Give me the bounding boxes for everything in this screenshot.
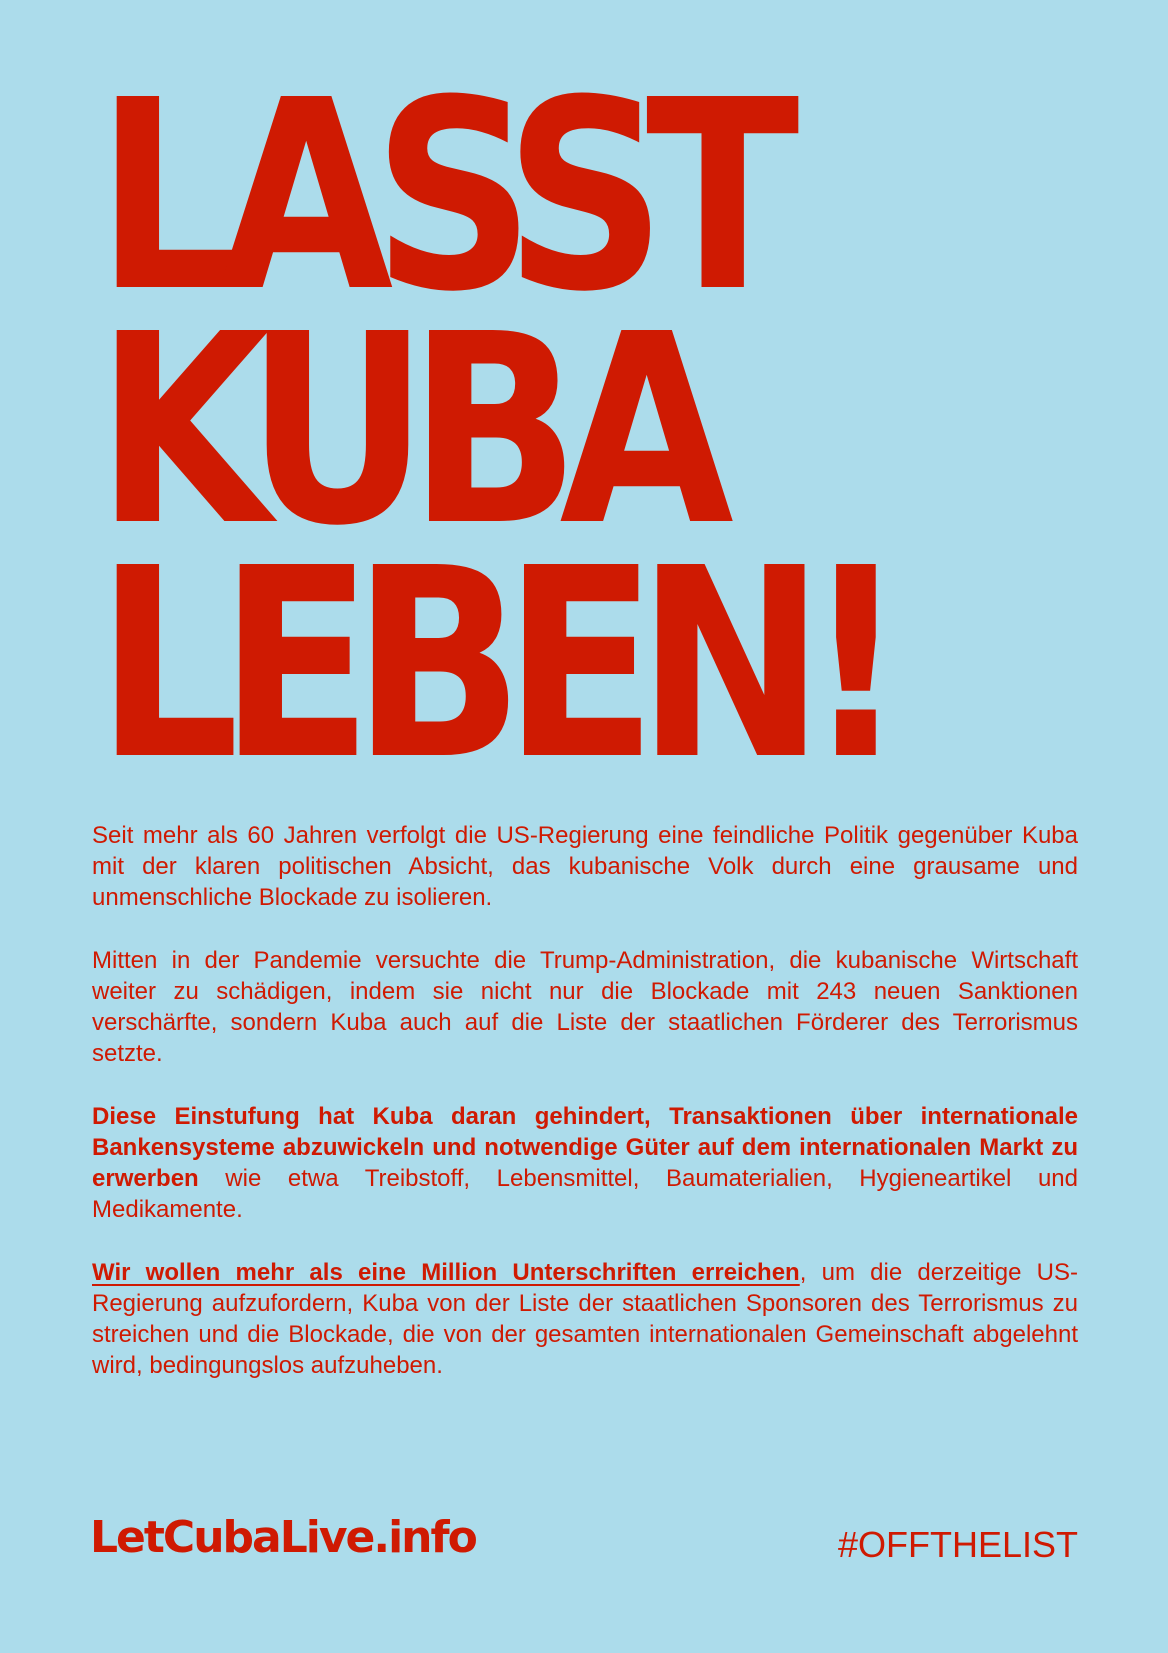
paragraph-4-rest: , um die derzeitige US-Regierung aufzufordern, Kuba von der Liste der staatlichen Sponsoren des Terrorismus zu streichen und die Blockade, die von der gesamten internationalen Gemeinschaft abgelehnt wird, bedingungslos aufzuheben. — [92, 1259, 1078, 1379]
headline-line-3: LEBEN! — [96, 512, 887, 817]
hashtag: #OFFTHELIST — [837, 1524, 1078, 1565]
paragraph-1: Seit mehr als 60 Jahren verfolgt die US-Regierung eine feindliche Politik gegenüber Kuba mit der klaren politischen Absicht, das kubanische Volk durch eine grausame und unmenschliche Blockade zu isolieren. — [92, 822, 1078, 911]
paragraph-3-emphasis: Diese Einstufung hat Kuba daran gehindert, Transaktionen über internationale Bankensysteme abzuwickeln und notwendige Güter auf dem internationalen Markt zu erwerben — [92, 1103, 1078, 1192]
paragraph-4 — [92, 1257, 1078, 1381]
paragraph-3 — [92, 1101, 1078, 1225]
paragraph-4-emphasis: Wir wollen mehr als eine Million Unterschriften erreichen — [92, 1259, 800, 1286]
paragraph-3-rest: wie etwa Treibstoff, Lebensmittel, Baumaterialien, Hygieneartikel und Medikamente. — [92, 1165, 1078, 1223]
headline-line-2: KUBA — [96, 278, 714, 583]
headline-line-1: LASST — [96, 44, 779, 349]
website-link[interactable]: LetCubaLive.info — [90, 1512, 476, 1563]
headline — [96, 44, 1086, 817]
paragraph-2: Mitten in der Pandemie versuchte die Trump-Administration, die kubanische Wirtschaft weiter zu schädigen, indem sie nicht nur die Blockade mit 243 neuen Sanktionen verschärfte, sondern Kuba auch auf die Liste der staatlichen Förderer des Terrorismus setzte. — [92, 947, 1078, 1067]
body-text — [92, 820, 1078, 1413]
